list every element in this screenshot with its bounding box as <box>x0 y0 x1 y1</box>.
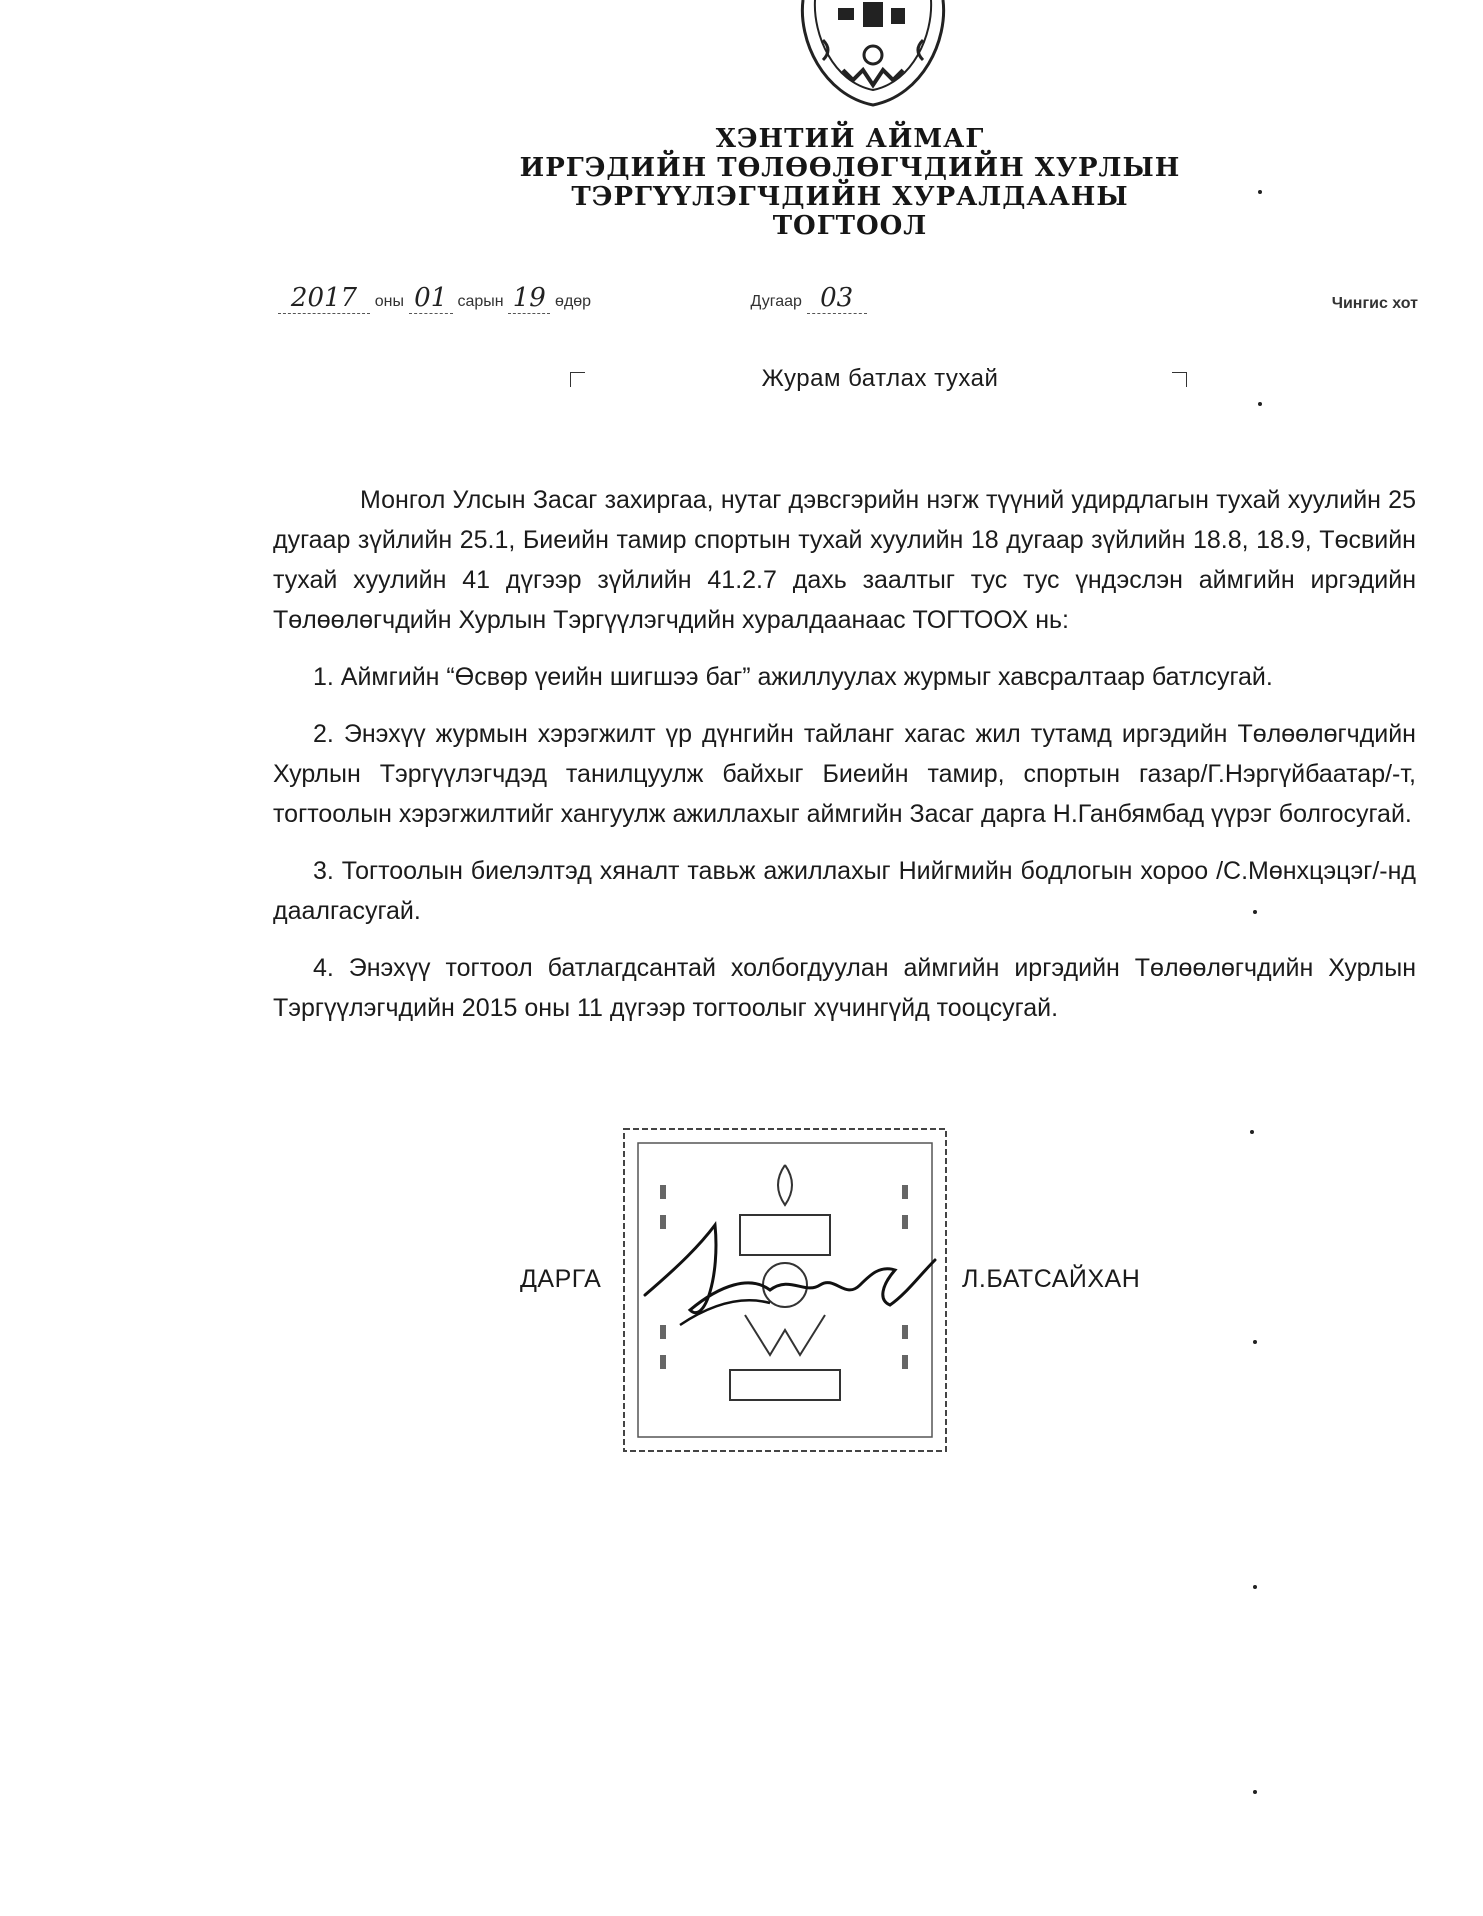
signatory-name: Л.БАТСАЙХАН <box>962 1265 1141 1293</box>
document-header <box>500 125 1200 241</box>
body-preamble: Монгол Улсын Засаг захиргаа, нутаг дэвсгэрийн нэгж түүний удирдлагын тухай хуулийн 25 дугаар зүйлийн 25.1, Биеийн тамир спортын тухай хуулийн 18 дугаар зүйлийн 18.8, 18.9, Төсвийн тухай хуулийн 41 дүгээр зүйлийн 41.2.7 дахь заалтыг тус тус үндэслэн аймгийн иргэдийн Төлөөлөгчдийн Хурлын Тэргүүлэгчдийн хуралдаанаас ТОГТООХ нь: <box>273 486 1416 634</box>
scan-speck <box>1250 1130 1254 1134</box>
header-line-province: ХЭНТИЙ АЙМАГ <box>715 124 985 154</box>
date-day-suffix: өдөр <box>555 293 592 310</box>
header-line-presidium: ТЭРГҮҮЛЭГЧДИЙН ХУРАЛДААНЫ <box>571 182 1129 212</box>
official-stamp-icon <box>620 1125 950 1455</box>
date-month-suffix: сарын <box>457 293 504 310</box>
header-line-council: ИРГЭДИЙН ТӨЛӨӨЛӨГЧДИЙН ХУРЛЫН <box>519 153 1181 183</box>
state-emblem-icon <box>793 0 953 110</box>
subject-bracket-right <box>1172 372 1187 387</box>
subject-text: Журам батлах тухай <box>761 365 999 392</box>
scan-speck <box>1253 1790 1257 1794</box>
document-body <box>273 480 1416 1045</box>
document-meta-row <box>278 283 1418 323</box>
scan-speck <box>1258 190 1262 194</box>
body-item-4: 4. Энэхүү тогтоол батлагдсантай холбогдуулан аймгийн иргэдийн Төлөөлөгчдийн Хурлын Тэргүүлэгчдийн 2015 оны 11 дүгээр тогтоолыг хүчингүйд тооцсугай. <box>273 954 1416 1022</box>
scan-speck <box>1258 402 1262 406</box>
number-label: Дугаар <box>750 293 802 310</box>
scan-speck <box>1253 910 1257 914</box>
date-year: 2017 <box>278 283 370 314</box>
subject-line <box>570 365 1190 393</box>
header-line-resolution: ТОГТООЛ <box>772 211 928 241</box>
body-item-2: 2. Энэхүү журмын хэрэгжилт үр дүнгийн тайланг хагас жил тутамд иргэдийн Төлөөлөгчдийн Хурлын Тэргүүлэгчдэд танилцуулж байхыг Биеийн тамир, спортын газар/Г.Нэргүйбаатар/-т, тогтоолын хэрэгжилтийг хангуулж ажиллахыг аймгийн Засаг дарга Н.Ганбямбад үүрэг болгосугай. <box>273 720 1416 828</box>
scan-speck <box>1253 1340 1257 1344</box>
place-name: Чингис хот <box>1331 295 1418 312</box>
body-item-1: 1. Аймгийн “Өсвөр үеийн шигшээ баг” ажиллуулах журмыг хавсралтаар батлсугай. <box>313 663 1273 691</box>
scan-speck <box>1253 1585 1257 1589</box>
body-item-3: 3. Тогтоолын биелэлтэд хяналт тавьж ажиллахыг Нийгмийн бодлогын хороо /С.Мөнхцэцэг/-нд даалгасугай. <box>273 857 1416 925</box>
signatory-title: ДАРГА <box>520 1265 602 1293</box>
signature-block <box>520 1125 1190 1465</box>
date-year-suffix: оны <box>374 293 404 310</box>
date-day: 19 <box>508 283 550 314</box>
document-number: 03 <box>807 283 867 314</box>
date-month: 01 <box>409 283 453 314</box>
